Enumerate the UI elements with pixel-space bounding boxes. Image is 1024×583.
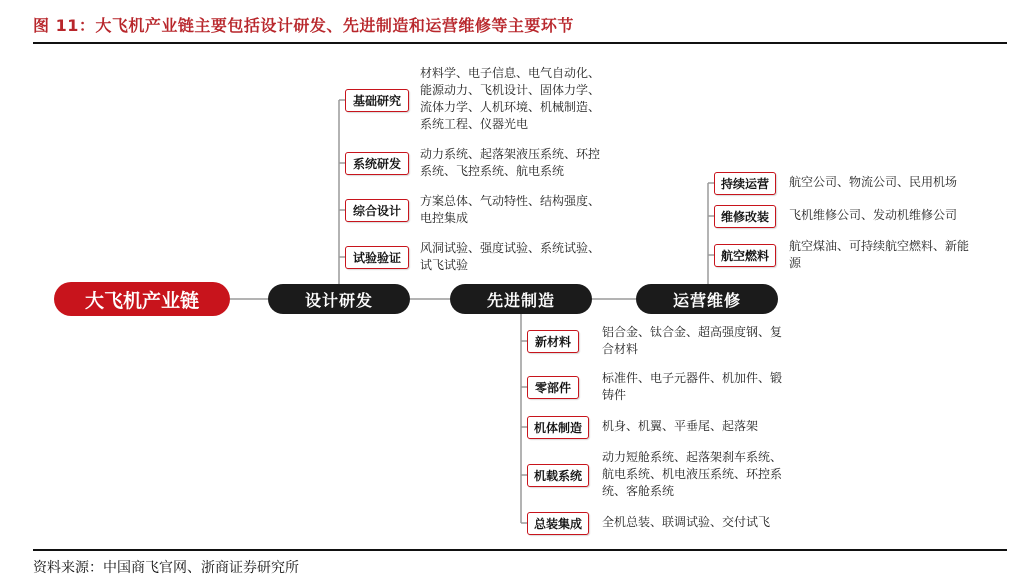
operation-item-maintenance: 维修改装 <box>714 205 776 228</box>
figure-title: 图 11：大飞机产业链主要包括设计研发、先进制造和运营维修等主要环节 <box>33 16 574 35</box>
operation-desc-maintenance: 飞机维修公司、发动机维修公司 <box>789 208 958 222</box>
design-desc-basic-research: 材料学、电子信息、电气自动化、能源动力、飞机设计、固体力学、流体力学、人机环境、机械制造、系统工程、仪器光电 <box>420 66 601 131</box>
source-note: 资料来源：中国商飞官网、浙商证券研究所 <box>33 560 299 576</box>
manufacture-item-airborne-systems: 机载系统 <box>527 464 589 487</box>
manufacture-item-airframe: 机体制造 <box>527 416 589 439</box>
design-item-basic-research: 基础研究 <box>345 89 409 112</box>
stage-operation: 运营维修 <box>636 284 778 314</box>
bottom-rule <box>33 549 1007 551</box>
manufacture-item-final-assembly: 总装集成 <box>527 512 589 535</box>
manufacture-desc-new-materials: 铝合金、钛合金、超高强度钢、复合材料 <box>602 325 783 356</box>
design-item-system-rd: 系统研发 <box>345 152 409 175</box>
operation-item-aviation-fuel: 航空燃料 <box>714 244 776 267</box>
stage-manufacture: 先进制造 <box>450 284 592 314</box>
manufacture-desc-airborne-systems: 动力短舱系统、起落架刹车系统、航电系统、机电液压系统、环控系统、客舱系统 <box>602 450 783 498</box>
design-desc-integrated-design: 方案总体、气动特性、结构强度、电控集成 <box>420 194 601 225</box>
design-desc-system-rd: 动力系统、起落架液压系统、环控系统、飞控系统、航电系统 <box>420 147 601 178</box>
manufacture-item-components: 零部件 <box>527 376 579 399</box>
design-desc-test-verification: 风洞试验、强度试验、系统试验、试飞试验 <box>420 241 601 272</box>
stage-design: 设计研发 <box>268 284 410 314</box>
operation-desc-continuous-operation: 航空公司、物流公司、民用机场 <box>789 175 958 189</box>
manufacture-item-new-materials: 新材料 <box>527 330 579 353</box>
manufacture-desc-components: 标准件、电子元器件、机加件、锻铸件 <box>602 371 783 402</box>
operation-desc-aviation-fuel: 航空煤油、可持续航空燃料、新能源 <box>789 239 970 270</box>
design-item-integrated-design: 综合设计 <box>345 199 409 222</box>
manufacture-desc-final-assembly: 全机总装、联调试验、交付试飞 <box>602 515 771 529</box>
root-node: 大飞机产业链 <box>54 282 230 316</box>
manufacture-desc-airframe: 机身、机翼、平垂尾、起落架 <box>602 419 759 433</box>
design-item-test-verification: 试验验证 <box>345 246 409 269</box>
operation-item-continuous-operation: 持续运营 <box>714 172 776 195</box>
